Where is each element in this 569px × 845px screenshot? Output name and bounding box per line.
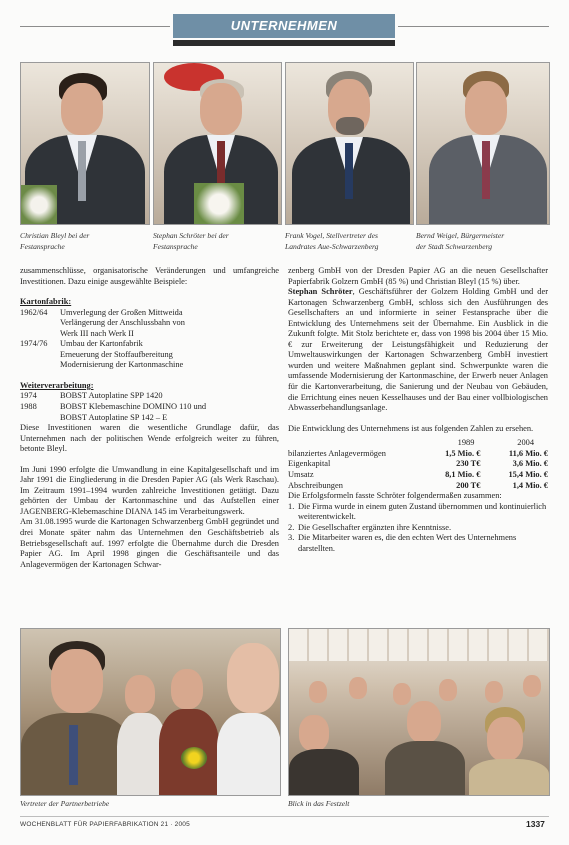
photo-bernd-weigel [416, 62, 550, 225]
list-item [288, 533, 548, 554]
karton-line: Modernisierung der Kartonmaschine [60, 360, 184, 370]
weiter-year: 1974 [20, 391, 37, 401]
photo-frank-vogel [285, 62, 414, 225]
value-2004: 1,4 Mio. € [512, 480, 548, 490]
caption-line: Festansprache [153, 242, 198, 251]
list-number: 1. [288, 501, 295, 511]
caption-line: Stephan Schröter bei der [153, 231, 229, 240]
header-rule-right [398, 26, 549, 27]
photo-partner-representatives [20, 628, 281, 796]
intro-paragraph: zusammenschlüsse, organisatorische Veränderungen und umfangreiche Investitionen. Dazu einige ausgewählte Beispiele: [20, 266, 279, 286]
karton-line: Umverlegung der Großen Mittweida [60, 307, 183, 317]
table-row [288, 459, 548, 470]
header-rule-left [20, 26, 170, 27]
list-item [288, 523, 548, 534]
karton-line: Verlängerung der Anschlussbahn von [60, 318, 185, 328]
table-row [288, 481, 548, 492]
caption-line: Festansprache [20, 242, 65, 251]
value-2004: 11,6 Mio. € [508, 448, 548, 458]
weiter-entry [20, 391, 279, 402]
year-header: 1989 [457, 438, 475, 448]
schroeter-name: Stephan Schröter [288, 287, 353, 297]
caption-partner-representatives: Vertreter der Partnerbetriebe [20, 799, 110, 808]
caption-line: Frank Vogel, Stellvertreter des [285, 231, 378, 240]
list-text: Die Gesellschafter ergänzten ihre Kenntnisse. [298, 522, 452, 532]
list-text: Die Mitarbeiter waren es, die den echten Wert des Unternehmens darstellten. [298, 533, 517, 553]
value-1989: 200 T€ [456, 480, 481, 490]
karton-line: Umbau der Kartonfabrik [60, 339, 143, 349]
weiter-line: BOBST Autoplatine SPP 1420 [60, 391, 163, 401]
right-column [288, 266, 548, 554]
caption-photo-1 [20, 230, 148, 252]
paragraph-1995: Am 31.08.1995 wurde die Kartonagen Schwarzenberg GmbH gegründet und drei Monate später nahm das Unternehmen den Geschäftsbetrieb als Betriebsgesellschaft auf. 1997 erfolgte die Übernahme durch die Dresden Papier AG. Im April 1998 gingen die Geschäftsanteile und das Anlagevermögen der Kartonagen Schwar- [20, 517, 279, 569]
page-number: 1337 [526, 819, 545, 829]
paragraph-gesellschafter: zenberg GmbH von der Dresden Papier AG an die neuen Gesellschafter Papierfabrik Golzern GmbH (85 %) und Christian Bleyl (15 %) über. [288, 266, 548, 286]
paragraph-investitionen: Diese Investitionen waren die wesentliche Grundlage dafür, das Unternehmen nach der politischen Wende erfolgreich weiter zu führen, betonte Bleyl. [20, 423, 279, 454]
weiter-line: BOBST Autoplatine SP 142 – E [60, 412, 168, 422]
caption-photo-4 [416, 230, 548, 252]
value-2004: 3,6 Mio. € [512, 459, 548, 469]
karton-line: Werk III nach Werk II [60, 328, 134, 338]
karton-entry [20, 308, 279, 340]
caption-line: Christian Bleyl bei der [20, 231, 90, 240]
list-item [288, 502, 548, 523]
karton-heading: Kartonfabrik: [20, 297, 72, 307]
value-2004: 15,4 Mio. € [508, 469, 548, 479]
footer-publication: WOCHENBLATT FÜR PAPIERFABRIKATION 21 · 2005 [20, 821, 190, 828]
photo-festzelt [288, 628, 550, 796]
list-number: 2. [288, 522, 295, 532]
weiter-heading: Weiterverarbeitung: [20, 380, 94, 390]
weiter-line: BOBST Klebemaschine DOMINO 110 und [60, 402, 207, 412]
caption-line: Landrates Aue-Schwarzenberg [285, 242, 379, 251]
karton-entry [20, 339, 279, 371]
table-row [288, 470, 548, 481]
list-number: 3. [288, 533, 295, 543]
section-banner: UNTERNEHMEN [173, 14, 395, 38]
footer-rule [20, 816, 549, 817]
list-text: Die Firma wurde in einem guten Zustand übernommen und kontinuierlich weiterentwickelt. [298, 501, 547, 522]
left-column [20, 266, 279, 570]
paragraph-entwicklung: Die Entwicklung des Unternehmens ist aus folgenden Zahlen zu ersehen. [288, 423, 534, 433]
row-label: bilanziertes Anlagevermögen [288, 448, 386, 458]
year-header: 2004 [517, 438, 534, 448]
karton-line: Erneuerung der Stoffaufbereitung [60, 349, 173, 359]
weiter-year: 1988 [20, 402, 37, 412]
caption-line: Bernd Weigel, Bürgermeister [416, 231, 505, 240]
financial-table [288, 438, 548, 491]
value-1989: 230 T€ [456, 459, 481, 469]
table-header-row [288, 438, 548, 449]
row-label: Umsatz [288, 469, 314, 479]
paragraph-1990: Im Juni 1990 erfolgte die Umwandlung in eine Kapitalgesellschaft und im Jahr 1991 die Eingliederung in die Dresden Papier AG (als Werk Raschau). Im Zeitraum 1991–1994 wurden zahlreiche Investitionen getätigt. Dazu gehörten der Umbau der Kartonmaschine und das Aufstellen einer JAGENBERG-Klebemaschine DIANA 145 im Verarbeitungswerk. [20, 464, 279, 516]
value-1989: 1,5 Mio. € [445, 448, 481, 458]
row-label: Abschreibungen [288, 480, 343, 490]
row-label: Eigenkapital [288, 459, 331, 469]
weiter-entry [20, 402, 279, 423]
caption-line: der Stadt Schwarzenberg [416, 242, 493, 251]
table-row [288, 449, 548, 460]
photo-christian-bleyl [20, 62, 150, 225]
caption-festzelt: Blick in das Festzelt [288, 799, 350, 808]
caption-photo-3 [285, 230, 413, 252]
photo-stephan-schroeter [153, 62, 282, 225]
schroeter-text: , Geschäftsführer der Golzern Holding GmbH und der Kartonagen Schwarzenberg GmbH, schloss sich den Ausführungen des Gesellschafters an und informierte in seiner Festansprache über die Entwicklung des Unternehmens seit der Übernahme. Ein Ausblick in die Zukunft folgte. Mit Stolz berichtete er, dass von 1998 bis 2004 über 15 Mio. € zur Erweiterung der Leistungsfähigkeit und Reduzierung der Umweltauswirkungen der Kartonagen Schwarzenberg GmbH investiert wurden und weitere Maßnahmen geplant sind. Schwerpunkte waren die umfassende Modernisierung der Kartonmaschine, der Erwerb neuer Anlagen für die Kartonverarbeitung, die Sanierung und der Neubau von Gebäuden, die Errichtung eines neuen Kesselhauses und der Bau einer vollbiologischen Abwasserbehandlungsanlage. [288, 287, 548, 413]
banner-underline [173, 40, 395, 46]
karton-year: 1974/76 [20, 339, 48, 349]
value-1989: 8,1 Mio. € [445, 469, 481, 479]
paragraph-schroeter [288, 287, 548, 414]
paragraph-erfolgsformeln: Die Erfolgsformeln fasste Schröter folgendermaßen zusammen: [288, 491, 502, 501]
caption-photo-2 [153, 230, 281, 252]
karton-year: 1962/64 [20, 307, 48, 317]
